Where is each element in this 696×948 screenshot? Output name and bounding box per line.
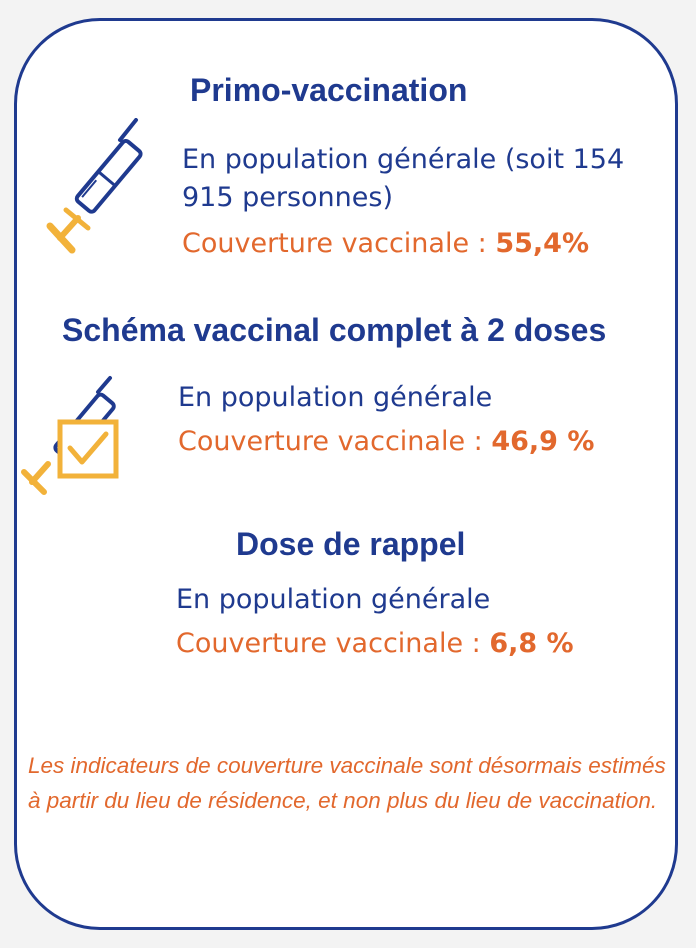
primo-coverage-label: Couverture vaccinale : <box>182 228 496 259</box>
methodology-note: Les indicateurs de couverture vaccinale sont désormais estimés à partir du lieu de résidence, et non plus du lieu de vaccination. <box>28 753 666 813</box>
rappel-coverage-value: 6,8 % <box>489 628 574 659</box>
rappel-coverage <box>176 630 574 657</box>
complet-coverage-label: Couverture vaccinale : <box>178 426 492 457</box>
primo-coverage-value: 55,4% <box>495 228 589 259</box>
rappel-coverage-label: Couverture vaccinale : <box>176 628 490 659</box>
complet-coverage-value: 46,9 % <box>491 426 595 457</box>
primo-population-line1: En population générale (soit 154 <box>182 144 625 175</box>
rappel-title: Dose de rappel <box>236 526 466 562</box>
syringe-icon <box>36 118 146 258</box>
rappel-population: En population générale <box>176 584 491 615</box>
primo-population-line2: 915 personnes) <box>182 182 393 213</box>
complet-title: Schéma vaccinal complet à 2 doses <box>62 312 607 348</box>
complet-coverage <box>178 428 594 455</box>
syringe-checkbox-icon <box>20 372 130 502</box>
primo-title: Primo-vaccination <box>190 72 468 108</box>
primo-coverage <box>182 230 589 257</box>
complet-population: En population générale <box>178 382 493 413</box>
